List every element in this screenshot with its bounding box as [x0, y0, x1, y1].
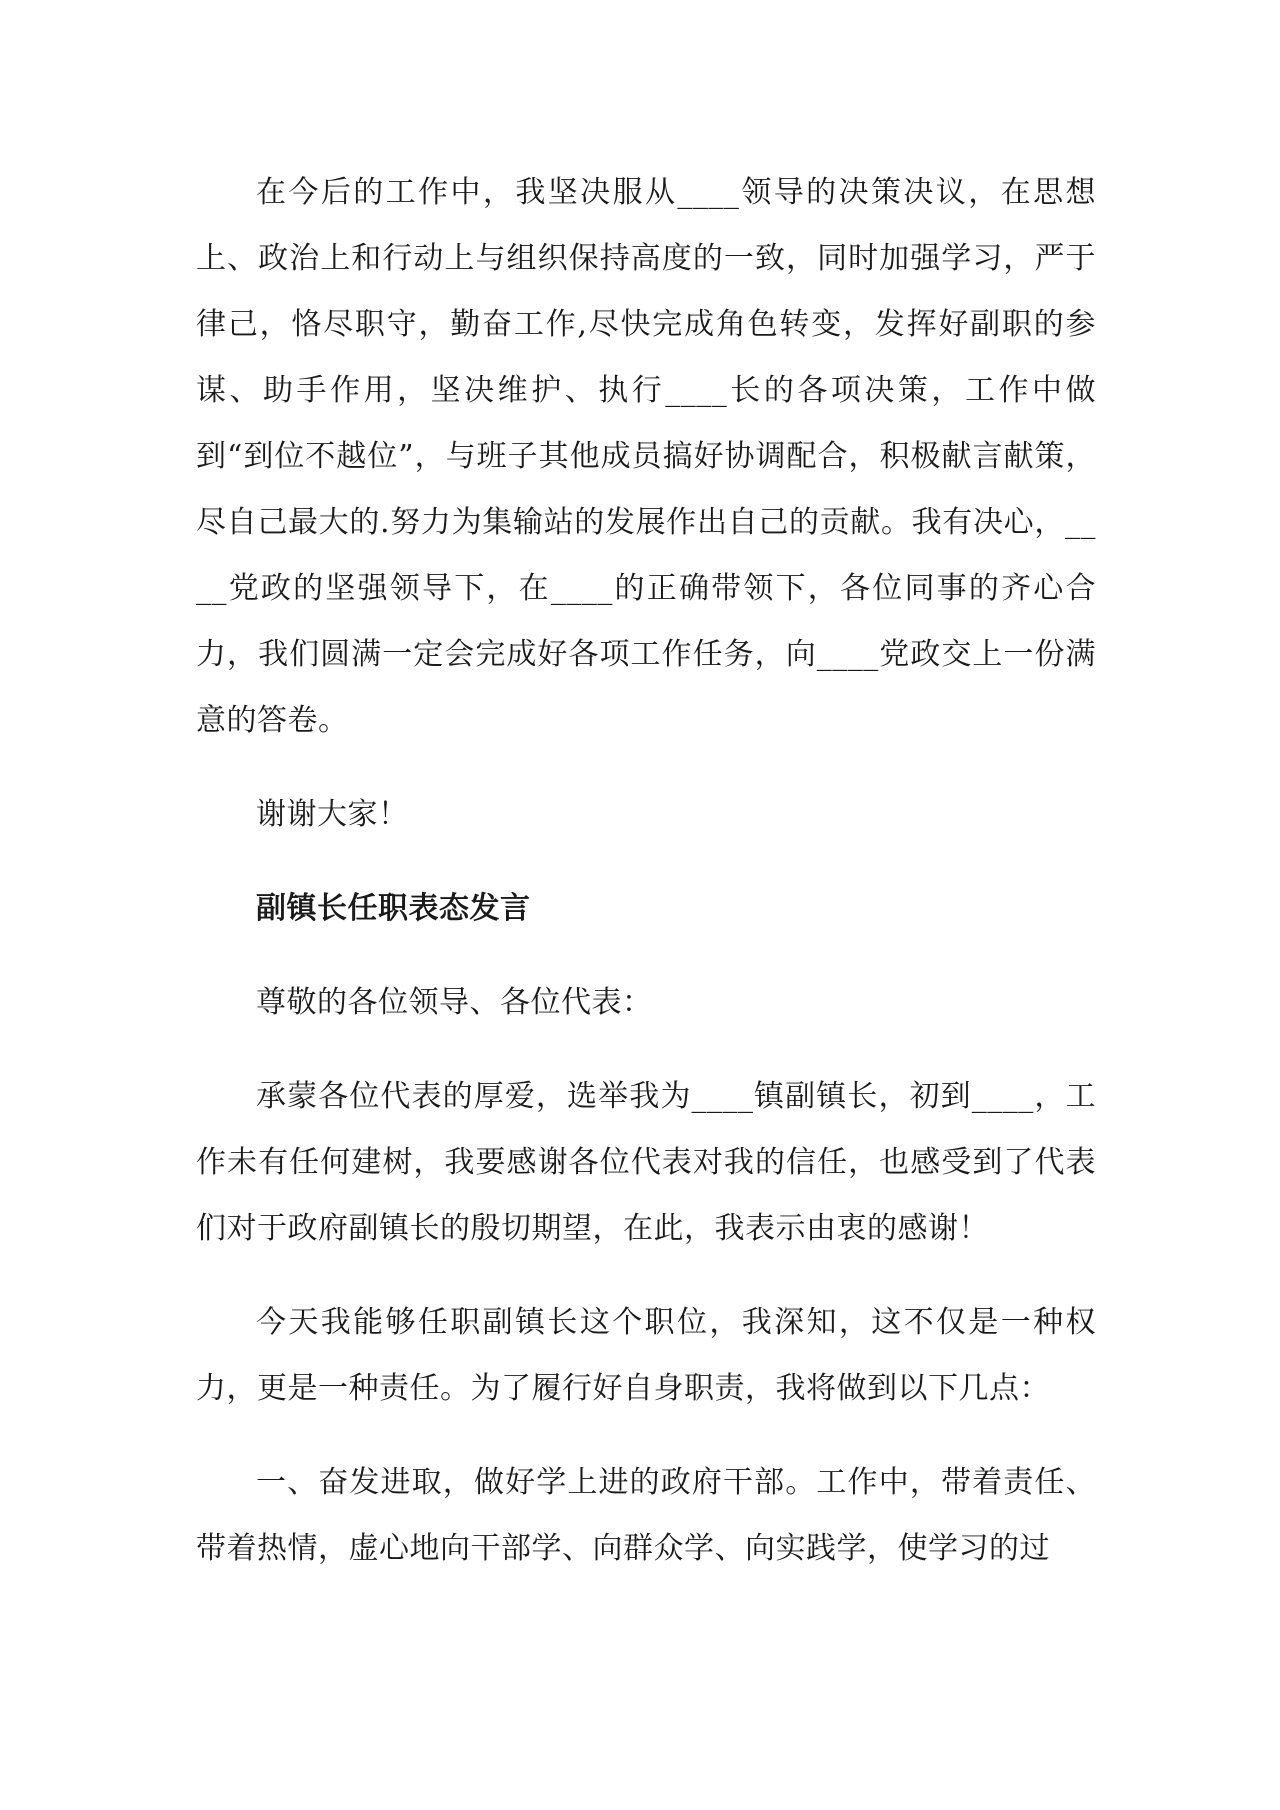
paragraph-gratitude: 承蒙各位代表的厚爱，选举我为____镇副镇长，初到____，工作未有任何建树，我要感谢各位代表对我的信任，也感受到了代表们对于政府副镇长的殷切期望，在此，我表示由衷的感谢！ [196, 1079, 1096, 1246]
section-heading: 副镇长任职表态发言 [256, 891, 531, 926]
paragraph-commitment: 在今后的工作中，我坚决服从____领导的决策决议，在思想上、政治上和行动上与组织保持高度的一致，同时加强学习，严于律己，恪尽职守，勤奋工作,尽快完成角色转变，发挥好副职的参谋、助手作用，坚决维护、执行____长的各项决策，工作中做到“到位不越位”，与班子其他成员搞好协调配合，积极献言献策，尽自己最大的.努力为集输站的发展作出自己的贡献。我有决心，____党政的坚强领导下，在____的正确带领下，各位同事的齐心合力，我们圆满一定会完成好各项工作任务，向____党政交上一份满意的答卷。 [196, 175, 1096, 738]
paragraph-responsibility: 今天我能够任职副镇长这个职位，我深知，这不仅是一种权力，更是一种责任。为了履行好自身职责，我将做到以下几点： [196, 1305, 1096, 1406]
salutation: 尊敬的各位领导、各位代表： [256, 985, 653, 1020]
document-body [196, 160, 1096, 1582]
paragraph-thanks: 谢谢大家！ [256, 797, 409, 832]
paragraph-point-one: 一、奋发进取，做好学上进的政府干部。工作中，带着责任、带着热情，虚心地向干部学、向群众学、向实践学，使学习的过 [196, 1465, 1096, 1566]
